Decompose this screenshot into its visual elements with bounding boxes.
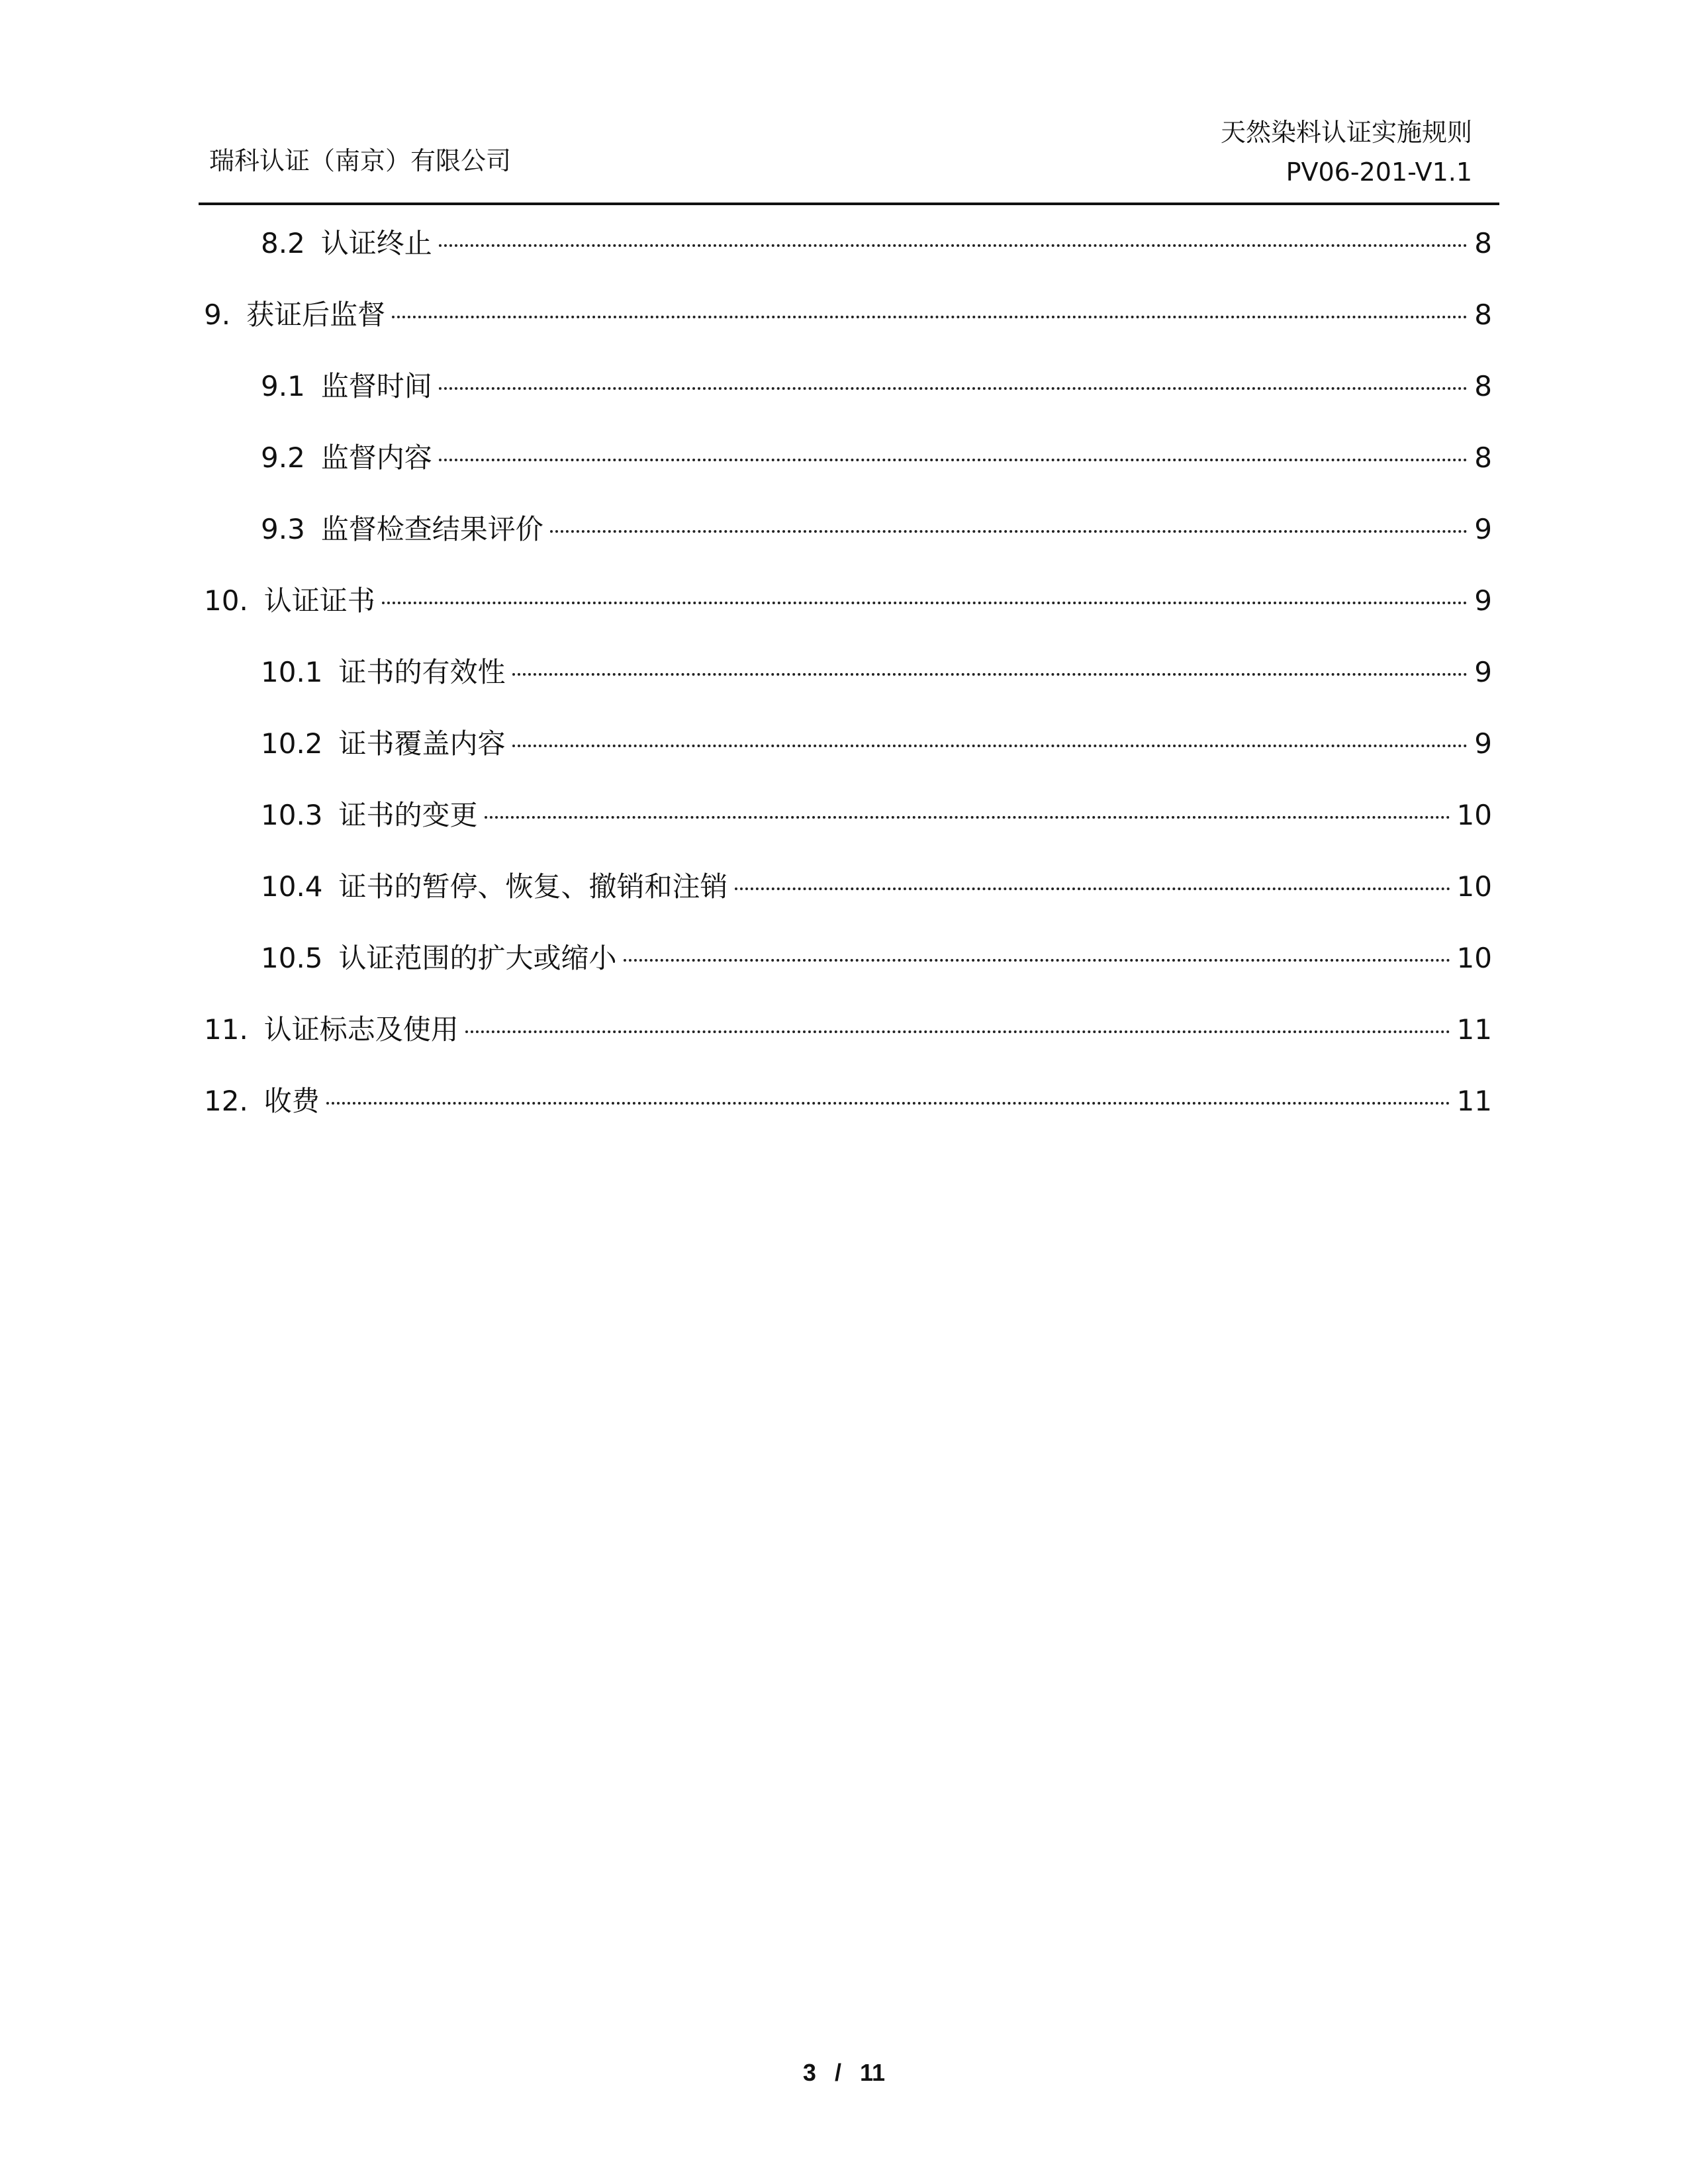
toc-entry-page: 10: [1456, 870, 1492, 903]
toc-entry-title: 证书的有效性: [338, 656, 506, 688]
toc-entry-page: 8: [1474, 441, 1492, 474]
toc-entry-page: 10: [1456, 942, 1492, 974]
toc-entry[interactable]: [199, 580, 1497, 651]
header-divider: [199, 203, 1499, 205]
toc-entry[interactable]: [199, 794, 1497, 866]
toc-entry-title: 证书覆盖内容: [338, 727, 506, 760]
current-page-number: 3: [802, 2059, 816, 2086]
company-name: 瑞科认证（南京）有限公司: [209, 146, 512, 175]
toc-dot-leader: [439, 459, 1468, 461]
toc-entry[interactable]: [199, 723, 1497, 794]
toc-entry-number: 9.1: [261, 370, 305, 402]
toc-entry-page: 11: [1456, 1013, 1492, 1046]
toc-entry-number: 10.1: [261, 656, 323, 688]
page-footer: [0, 2057, 1688, 2089]
toc-dot-leader: [392, 316, 1468, 318]
document-code: PV06-201-V1.1: [1286, 158, 1472, 187]
toc-entry-title: 证书的暂停、恢复、撤销和注销: [338, 870, 728, 903]
document-title: 天然染料认证实施规则: [1220, 118, 1472, 147]
table-of-contents: [199, 222, 1497, 1152]
toc-dot-leader: [512, 673, 1468, 676]
toc-entry-number: 10.5: [261, 942, 323, 974]
toc-entry-title: 认证证书: [263, 584, 375, 617]
toc-dot-leader: [550, 530, 1468, 533]
toc-entry-title: 监督时间: [320, 370, 432, 402]
toc-entry[interactable]: [199, 937, 1497, 1009]
toc-entry-title: 认证标志及使用: [263, 1013, 459, 1046]
toc-entry-page: 10: [1456, 799, 1492, 831]
toc-entry-number: 8.2: [261, 227, 305, 259]
toc-entry[interactable]: [199, 866, 1497, 937]
toc-entry-number: 11.: [204, 1013, 248, 1046]
toc-entry-number: 10.4: [261, 870, 323, 903]
toc-entry[interactable]: [199, 1080, 1497, 1152]
toc-entry-number: 12.: [204, 1085, 248, 1117]
toc-dot-leader: [624, 959, 1450, 962]
toc-entry-page: 9: [1474, 584, 1492, 617]
toc-entry-title: 获证后监督: [246, 298, 386, 331]
toc-dot-leader: [439, 244, 1468, 247]
toc-entry-page: 8: [1474, 370, 1492, 402]
toc-dot-leader: [326, 1102, 1450, 1105]
header-right-block: [1221, 113, 1472, 192]
toc-entry-page: 9: [1474, 656, 1492, 688]
toc-dot-leader: [465, 1030, 1450, 1033]
toc-entry[interactable]: [199, 222, 1497, 294]
toc-dot-leader: [485, 816, 1450, 819]
toc-entry-number: 9.2: [261, 441, 305, 474]
total-page-count: 11: [860, 2059, 886, 2086]
toc-dot-leader: [735, 887, 1450, 890]
toc-entry-title: 认证终止: [320, 227, 432, 259]
toc-entry-page: 9: [1474, 513, 1492, 545]
toc-entry-number: 9.3: [261, 513, 305, 545]
toc-entry-page: 8: [1474, 298, 1492, 331]
toc-entry-page: 9: [1474, 727, 1492, 760]
toc-entry-title: 监督检查结果评价: [320, 513, 543, 545]
toc-entry-number: 10.2: [261, 727, 323, 760]
toc-entry[interactable]: [199, 651, 1497, 723]
toc-entry[interactable]: [199, 1009, 1497, 1080]
toc-entry-title: 监督内容: [320, 441, 432, 474]
toc-entry-title: 认证范围的扩大或缩小: [338, 942, 617, 974]
toc-entry[interactable]: [199, 508, 1497, 580]
toc-entry-number: 9.: [204, 298, 231, 331]
page-separator: /: [834, 2059, 841, 2086]
toc-entry-title: 证书的变更: [338, 799, 478, 831]
toc-entry-title: 收费: [263, 1085, 320, 1117]
toc-entry-number: 10.3: [261, 799, 323, 831]
toc-entry-page: 11: [1456, 1085, 1492, 1117]
toc-dot-leader: [512, 745, 1468, 747]
toc-dot-leader: [382, 602, 1468, 604]
toc-entry[interactable]: [199, 365, 1497, 437]
toc-entry[interactable]: [199, 437, 1497, 508]
toc-dot-leader: [439, 387, 1468, 390]
toc-entry[interactable]: [199, 294, 1497, 365]
toc-entry-number: 10.: [204, 584, 248, 617]
toc-entry-page: 8: [1474, 227, 1492, 259]
